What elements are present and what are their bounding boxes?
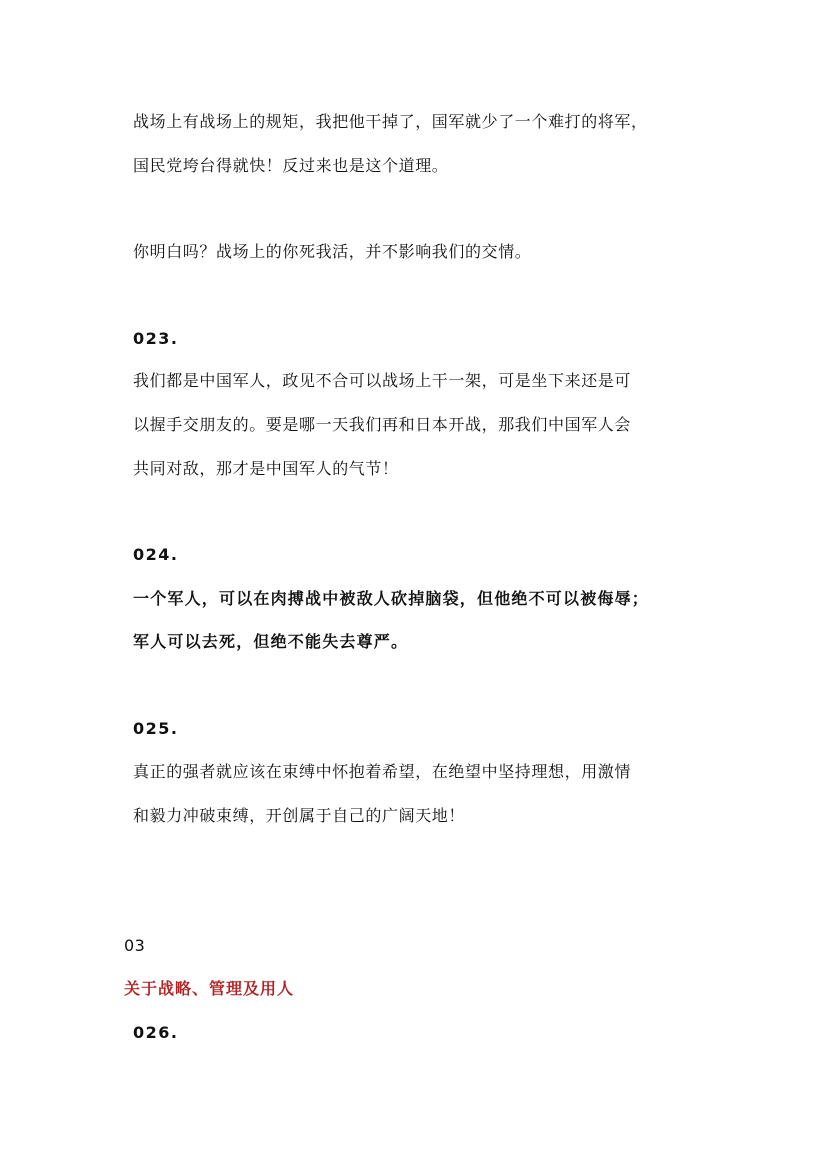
quote-024-line-1: 一个军人，可以在肉搏战中被敌人砍掉脑袋，但他绝不可以被侮辱； [133, 589, 650, 608]
section-title: 关于战略、管理及用人 [124, 979, 295, 998]
quote-024-line-2: 军人可以去死，但绝不能失去尊严。 [133, 632, 409, 651]
quote-023-line-2: 以握手交朋友的。要是哪一天我们再和日本开战，那我们中国军人会 [133, 415, 632, 434]
quote-number-023: 023. [133, 329, 179, 348]
paragraph-a-line-2: 国民党垮台得就快！反过来也是这个道理。 [133, 156, 449, 175]
paragraph-b-line-1: 你明白吗？战场上的你死我活，并不影响我们的交情。 [133, 242, 532, 261]
quote-number-025: 025. [133, 719, 179, 738]
quote-number-024: 024. [133, 545, 179, 564]
quote-number-026: 026. [133, 1023, 179, 1042]
quote-025-line-2: 和毅力冲破束缚，开创属于自己的广阔天地！ [133, 806, 466, 825]
section-number: 03 [124, 936, 146, 955]
quote-023-line-3: 共同对敌，那才是中国军人的气节！ [133, 459, 399, 478]
quote-025-line-1: 真正的强者就应该在束缚中怀抱着希望，在绝望中坚持理想，用激情 [133, 762, 632, 781]
quote-023-line-1: 我们都是中国军人，政见不合可以战场上干一架，可是坐下来还是可 [133, 371, 632, 390]
paragraph-a-line-1: 战场上有战场上的规矩，我把他干掉了，国军就少了一个难打的将军， [133, 112, 648, 131]
